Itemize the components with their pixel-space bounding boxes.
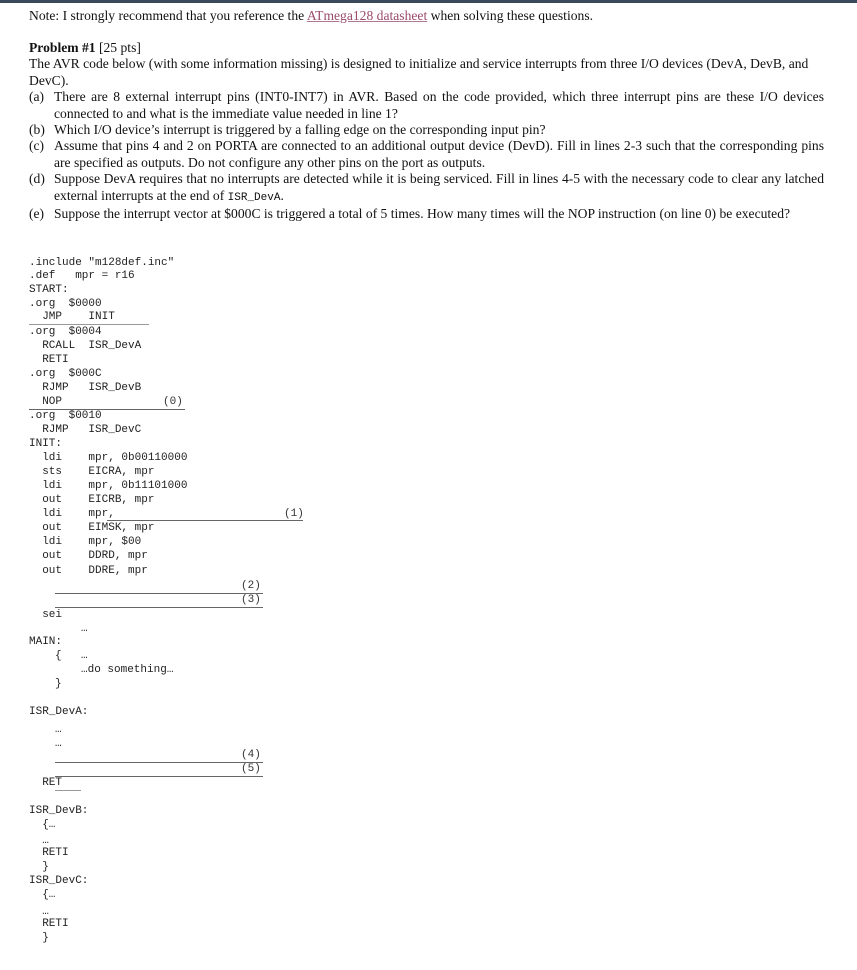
code-jmp-init: JMP INIT xyxy=(29,311,115,323)
top-border xyxy=(0,0,857,3)
code-out-eicrb: out EICRB, mpr xyxy=(29,494,155,506)
question-b xyxy=(29,122,824,138)
code-separator xyxy=(55,790,81,791)
line-number-2: (2) xyxy=(241,580,261,592)
code-ellipsis: … xyxy=(81,623,88,635)
question-text: Which I/O device’s interrupt is triggered by a falling edge on the corresponding input pin? xyxy=(54,122,546,138)
code-org-000c: .org $000C xyxy=(29,368,102,380)
question-code: ISR_DevA xyxy=(227,191,281,204)
code-rjmp-devc: RJMP ISR_DevC xyxy=(29,424,142,436)
question-label: (c) xyxy=(29,138,45,154)
question-label: (e) xyxy=(29,206,45,222)
problem-intro: The AVR code below (with some information missing) is designed to initialize and service interrupts from three I/O devices (DevA, DevB, and DevC). xyxy=(29,56,809,88)
question-text: Assume that pins 4 and 2 on PORTA are connected to an additional output device (DevD). Fill in lines 2-3 such that the corresponding pins are specified as outputs. Do not configure any other pins on the port as outputs. xyxy=(54,138,824,170)
code-ldi-blank: ldi mpr, xyxy=(29,508,115,520)
question-c xyxy=(29,138,824,171)
question-label: (a) xyxy=(29,89,45,105)
code-devb-ellipsis: … xyxy=(29,835,49,847)
blank-line-2 xyxy=(55,593,263,594)
code-org-0000: .org $0000 xyxy=(29,298,102,310)
code-isr-deva-label: ISR_DevA: xyxy=(29,706,89,718)
code-include: .include "m128def.inc" xyxy=(29,257,175,269)
code-nop: NOP xyxy=(29,396,63,408)
line-number-5: (5) xyxy=(241,763,261,775)
code-devc-ellipsis: … xyxy=(29,906,49,918)
code-ldi-2: ldi mpr, 0b11101000 xyxy=(29,480,188,492)
code-isr-devc-label: ISR_DevC: xyxy=(29,875,89,887)
code-devb-close: } xyxy=(29,861,49,873)
blank-line-4 xyxy=(55,762,263,763)
question-label: (d) xyxy=(29,171,45,187)
line-number-1: (1) xyxy=(284,508,304,520)
problem-heading xyxy=(29,40,824,56)
note-line xyxy=(29,8,593,24)
code-devc-open: {… xyxy=(29,889,56,901)
code-reti: RETI xyxy=(29,354,69,366)
code-rjmp-devb: RJMP ISR_DevB xyxy=(29,382,142,394)
datasheet-link[interactable]: ATmega128 datasheet xyxy=(306,8,428,23)
line-number-4: (4) xyxy=(241,749,261,761)
blank-line-3 xyxy=(55,607,263,608)
code-do-something: …do something… xyxy=(81,664,174,676)
code-main-label: MAIN: xyxy=(29,636,63,648)
question-text-end: . xyxy=(280,187,284,203)
code-brace-open: { xyxy=(55,650,62,662)
code-ldi-3: ldi mpr, $00 xyxy=(29,536,142,548)
note-suffix: when solving these questions. xyxy=(427,8,594,23)
code-out-ddrd: out DDRD, mpr xyxy=(29,550,148,562)
code-out-eimsk: out EIMSK, mpr xyxy=(29,522,155,534)
line-number-0: (0) xyxy=(163,396,183,408)
question-d xyxy=(29,171,824,206)
line-number-3: (3) xyxy=(241,594,261,606)
problem-points: [25 pts] xyxy=(95,40,141,55)
code-start-label: START: xyxy=(29,284,69,296)
code-def: .def mpr = r16 xyxy=(29,270,135,282)
code-devc-close: } xyxy=(29,932,49,944)
note-prefix: Note: I strongly recommend that you reference the xyxy=(29,8,307,23)
code-ellipsis: … xyxy=(55,724,62,736)
question-text: Suppose DevA requires that no interrupts are detected while it is being serviced. Fill in lines 4-5 with the necessary code to clear any latched external interrupts at the end of xyxy=(54,171,824,203)
problem-block xyxy=(29,40,824,222)
code-isr-devb-label: ISR_DevB: xyxy=(29,805,89,817)
code-ellipsis: … xyxy=(81,650,88,662)
blank-line-1 xyxy=(107,520,303,521)
code-out-ddre: out DDRE, mpr xyxy=(29,565,148,577)
code-separator xyxy=(29,324,149,325)
code-ellipsis: … xyxy=(55,738,62,750)
question-label: (b) xyxy=(29,122,45,138)
code-brace-close: } xyxy=(55,678,62,690)
question-list xyxy=(29,89,824,222)
code-sts-eicra: sts EICRA, mpr xyxy=(29,466,155,478)
code-ldi-1: ldi mpr, 0b00110000 xyxy=(29,452,188,464)
code-org-0010: .org $0010 xyxy=(29,410,102,422)
code-ret: RET xyxy=(29,777,63,789)
question-a xyxy=(29,89,824,122)
problem-title: Problem #1 xyxy=(29,40,96,55)
code-devb-reti: RETI xyxy=(29,847,69,859)
code-devc-reti: RETI xyxy=(29,918,69,930)
question-e xyxy=(29,206,824,222)
code-sei: sei xyxy=(29,609,63,621)
blank-line-5 xyxy=(55,776,263,777)
code-init-label: INIT: xyxy=(29,438,63,450)
code-devb-open: {… xyxy=(29,819,56,831)
code-org-0004: .org $0004 xyxy=(29,326,102,338)
code-rcall: RCALL ISR_DevA xyxy=(29,340,142,352)
question-text: There are 8 external interrupt pins (INT0-INT7) in AVR. Based on the code provided, which three interrupt pins are these I/O devices connected to and what is the immediate value needed in line 1? xyxy=(54,89,824,121)
question-text: Suppose the interrupt vector at $000C is triggered a total of 5 times. How many times will the NOP instruction (on line 0) be executed? xyxy=(54,206,791,222)
